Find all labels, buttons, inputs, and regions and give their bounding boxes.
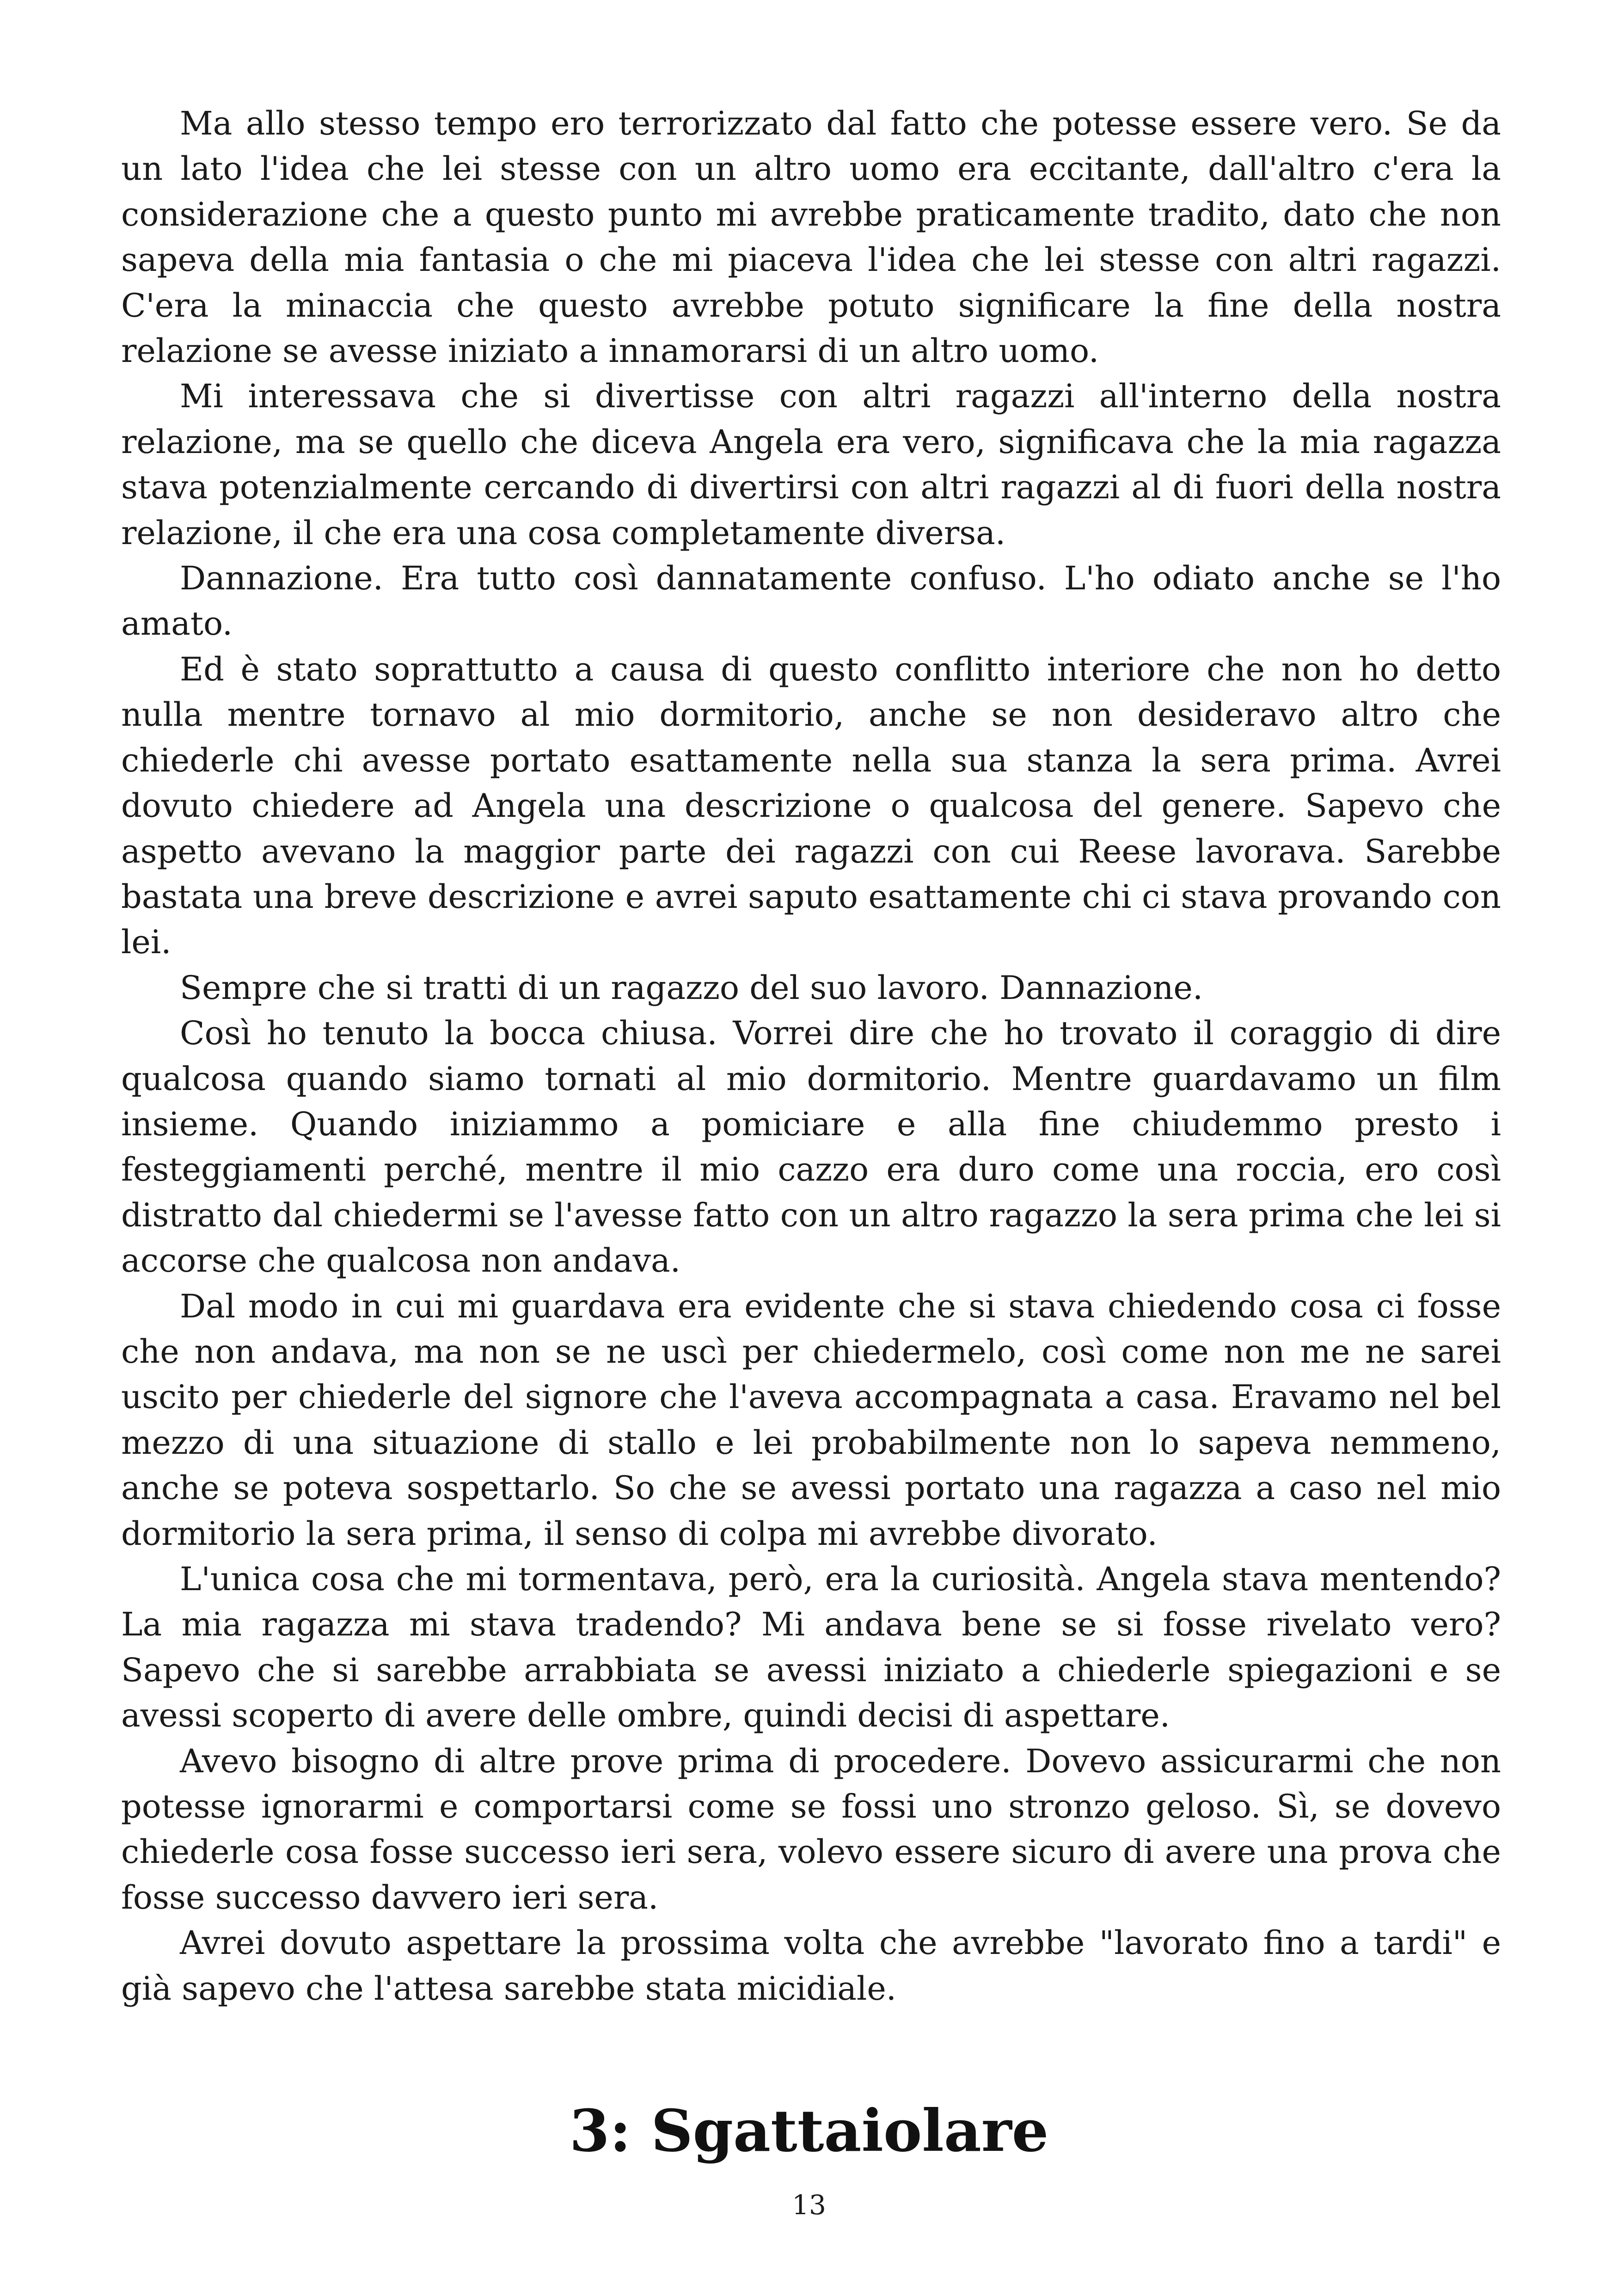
chapter-title: 3: Sgattaiolare	[569, 2097, 1049, 2165]
paragraph: Ed è stato soprattutto a causa di questo conflitto interiore che non ho detto nulla mentre tornavo al mio dormitorio, anche se non desideravo altro che chiederle chi avesse portato esattamente nella sua stanza la sera prima. Avrei dovuto chiedere ad Angela una descrizione o qualcosa del genere. Sapevo che aspetto avevano la maggior parte dei ragazzi con cui Reese lavorava. Sarebbe bastata una breve descrizione e avrei saputo esattamente chi ci stava provando con lei.	[121, 650, 1501, 961]
paragraph: Avevo bisogno di altre prove prima di procedere. Dovevo assicurarmi che non potesse ignorarmi e comportarsi come se fossi uno stronzo geloso. Sì, se dovevo chiederle cosa fosse successo ieri sera, volevo essere sicuro di avere una prova che fosse successo davvero ieri sera.	[121, 1742, 1501, 1916]
paragraph: Ma allo stesso tempo ero terrorizzato dal fatto che potesse essere vero. Se da un lato l'idea che lei stesse con un altro uomo era eccitante, dall'altro c'era la considerazione che a questo punto mi avrebbe praticamente tradito, dato che non sapeva della mia fantasia o che mi piaceva l'idea che lei stesse con altri ragazzi. C'era la minaccia che questo avrebbe potuto significare la fine della nostra relazione se avesse iniziato a innamorarsi di un altro uomo.	[121, 104, 1501, 370]
paragraph: Avrei dovuto aspettare la prossima volta che avrebbe "lavorato fino a tardi" e già sapevo che l'attesa sarebbe stata micidiale.	[121, 1924, 1501, 2008]
paragraph: Sempre che si tratti di un ragazzo del suo lavoro. Dannazione.	[180, 968, 1203, 1007]
paragraph: Mi interessava che si divertisse con altri ragazzi all'interno della nostra relazione, ma se quello che diceva Angela era vero, significava che la mia ragazza stava potenzialmente cercando di divertirsi con altri ragazzi al di fuori della nostra relazione, il che era una cosa completamente diversa.	[121, 377, 1501, 552]
paragraph: Dannazione. Era tutto così dannatamente confuso. L'ho odiato anche se l'ho amato.	[121, 559, 1501, 643]
paragraph: Così ho tenuto la bocca chiusa. Vorrei dire che ho trovato il coraggio di dire qualcosa quando siamo tornati al mio dormitorio. Mentre guardavamo un film insieme. Quando iniziammo a pomiciare e alla fine chiudemmo presto i festeggiamenti perché, mentre il mio cazzo era duro come una roccia, ero così distratto dal chiedermi se l'avesse fatto con un altro ragazzo la sera prima che lei si accorse che qualcosa non andava.	[121, 1014, 1501, 1280]
page-number: 13	[792, 2189, 826, 2221]
body-text	[121, 101, 1501, 2011]
paragraph: L'unica cosa che mi tormentava, però, era la curiosità. Angela stava mentendo? La mia ragazza mi stava tradendo? Mi andava bene se si fosse rivelato vero? Sapevo che si sarebbe arrabbiata se avessi iniziato a chiederle spiegazioni e se avessi scoperto di avere delle ombre, quindi decisi di aspettare.	[121, 1560, 1501, 1735]
paragraph: Dal modo in cui mi guardava era evidente che si stava chiedendo cosa ci fosse che non andava, ma non se ne uscì per chiedermelo, così come non me ne sarei uscito per chiederle del signore che l'aveva accompagnata a casa. Eravamo nel bel mezzo di una situazione di stallo e lei probabilmente non lo sapeva nemmeno, anche se poteva sospettarlo. So che se avessi portato una ragazza a caso nel mio dormitorio la sera prima, il senso di colpa mi avrebbe divorato.	[121, 1287, 1501, 1553]
